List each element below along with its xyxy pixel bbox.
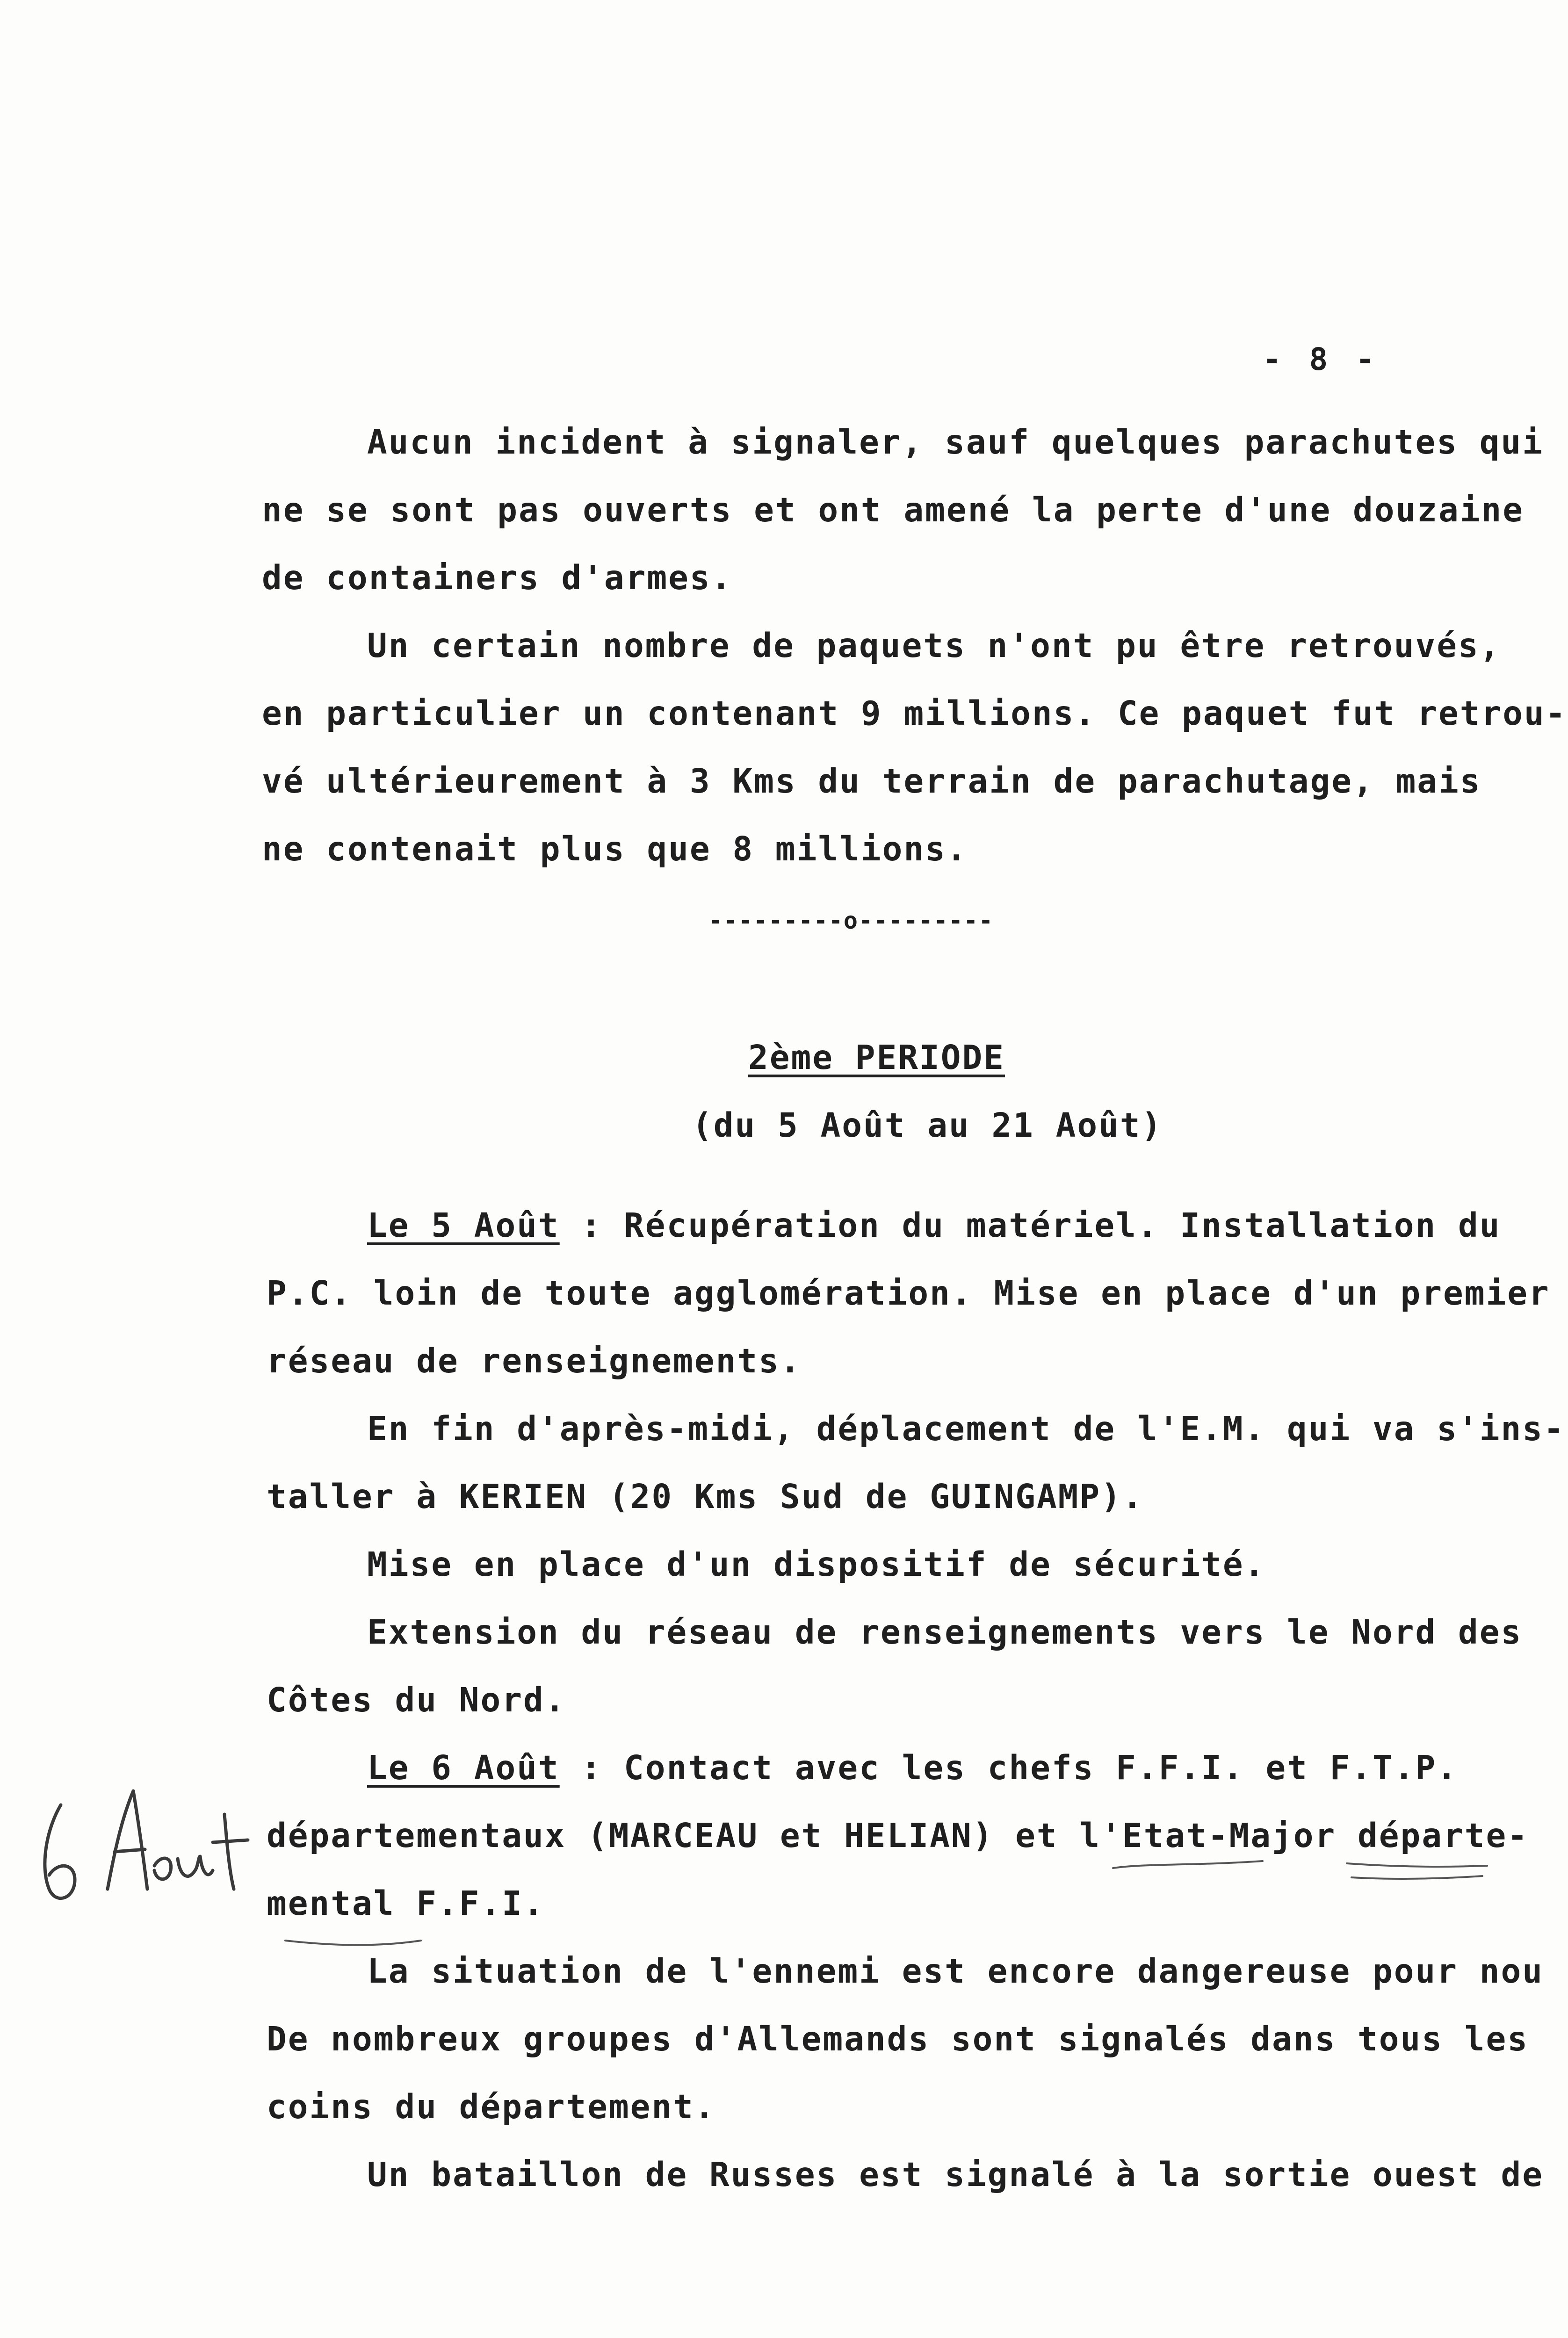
entry-5-aout-line-7: Extension du réseau de renseignements vers le Nord des <box>367 1613 1523 1652</box>
entry-5-aout-line-5: taller à KERIEN (20 Kms Sud de GUINGAMP). <box>267 1477 1144 1516</box>
entry-5-aout-line-8: Côtes du Nord. <box>267 1681 566 1719</box>
paragraph-1-line-1: Aucun incident à signaler, sauf quelques parachutes qui <box>367 423 1544 462</box>
entry-5-aout-line-3: réseau de renseignements. <box>267 1342 802 1380</box>
entry-6-aout-line-2: départementaux (MARCEAU et HELIAN) et l'Etat-Major départe- <box>267 1816 1529 1855</box>
entry-5-aout-line-1-text: : Récupération du matériel. Installation du <box>559 1206 1501 1245</box>
section-separator: ---------o--------- <box>708 907 994 934</box>
entry-6-aout-date: Le 6 Août <box>367 1748 560 1787</box>
entry-6-aout-line-1-text: : Contact avec les chefs F.F.I. et F.T.P. <box>559 1748 1459 1787</box>
entry-5-aout-line-1 <box>367 1206 1501 1245</box>
entry-6-aout-line-3: mental F.F.I. <box>267 1884 545 1923</box>
entry-6-aout-line-4: La situation de l'ennemi est encore dangereuse pour nou <box>367 1952 1544 1991</box>
entry-6-aout-line-7: Un bataillon de Russes est signalé à la sortie ouest de <box>367 2155 1544 2194</box>
entry-5-aout-date: Le 5 Août <box>367 1206 560 1245</box>
entry-6-aout-line-5: De nombreux groupes d'Allemands sont signalés dans tous les <box>267 2020 1529 2058</box>
paragraph-2-line-1: Un certain nombre de paquets n'ont pu être retrouvés, <box>367 626 1501 665</box>
page-number: - 8 - <box>1263 341 1379 377</box>
paragraph-1-line-2: ne se sont pas ouverts et ont amené la perte d'une douzaine <box>262 491 1524 529</box>
paragraph-1-line-3: de containers d'armes. <box>262 558 733 597</box>
paragraph-2-line-4: ne contenait plus que 8 millions. <box>262 830 968 868</box>
period-title: 2ème PERIODE <box>748 1038 1005 1077</box>
entry-5-aout-line-2: P.C. loin de toute agglomération. Mise en place d'un premier <box>267 1274 1550 1313</box>
entry-5-aout-line-4: En fin d'après-midi, déplacement de l'E.M. qui va s'ins- <box>367 1409 1565 1448</box>
entry-6-aout-line-6: coins du département. <box>267 2087 716 2126</box>
period-range: (du 5 Août au 21 Août) <box>692 1106 1163 1145</box>
entry-5-aout-line-6: Mise en place d'un dispositif de sécurité. <box>367 1545 1266 1584</box>
paragraph-2-line-3: vé ultérieurement à 3 Kms du terrain de parachutage, mais <box>262 762 1481 801</box>
paragraph-2-line-2: en particulier un contenant 9 millions. Ce paquet fut retrou- <box>262 694 1567 733</box>
handwritten-annotation <box>28 1772 290 1927</box>
entry-6-aout-line-1 <box>367 1748 1459 1787</box>
